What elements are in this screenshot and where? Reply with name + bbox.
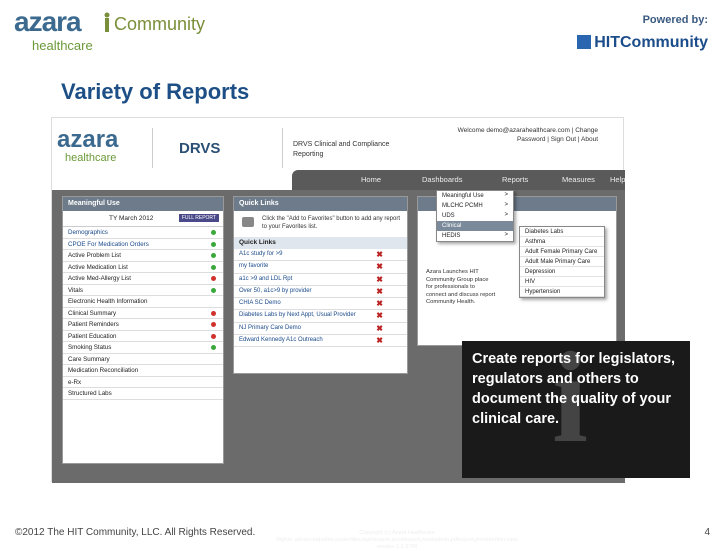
reports-dropdown: [436, 190, 514, 242]
remove-icon[interactable]: ✖: [376, 262, 383, 272]
measure-label: Smoking Status: [68, 344, 112, 351]
chevron-right-icon: >: [504, 202, 508, 208]
nav-dashboards[interactable]: Dashboards: [422, 175, 463, 184]
remove-icon[interactable]: ✖: [376, 336, 383, 346]
nav-home[interactable]: Home: [361, 175, 382, 184]
page-number: 4: [704, 527, 710, 538]
app-logo-subtitle: healthcare: [65, 152, 117, 164]
status-dot-icon: [211, 253, 216, 258]
chevron-right-icon: >: [504, 212, 508, 218]
clinical-menu-item[interactable]: Adult Female Primary Care: [520, 247, 604, 257]
menu-item-label: MLCHC PCMH: [442, 202, 483, 209]
measure-label: Active Problem List: [68, 252, 121, 259]
product-name: DRVS: [179, 140, 221, 157]
slide-footer: ©2012 The HIT Community, LLC. All Rights Reserved.: [15, 527, 256, 538]
copyright-version: version 1.1.3786: [376, 544, 418, 550]
meaningful-use-panel: [62, 196, 224, 464]
measure-label: Medication Reconciliation: [68, 367, 139, 374]
meaningful-use-row[interactable]: [63, 227, 223, 239]
meaningful-use-row[interactable]: [63, 308, 223, 320]
meaningful-use-row[interactable]: [63, 354, 223, 366]
meaningful-use-row[interactable]: [63, 296, 223, 308]
clinical-menu-item[interactable]: Depression: [520, 267, 604, 277]
divider: [152, 128, 153, 168]
copyright-line: Copyright (c) Azara Healthcare: [359, 530, 435, 536]
main-nav: [292, 170, 625, 190]
status-dot-icon: [211, 334, 216, 339]
remove-icon[interactable]: ✖: [376, 311, 383, 321]
app-logo: [57, 128, 118, 164]
nav-reports[interactable]: Reports: [502, 175, 529, 184]
status-dot-icon: [211, 322, 216, 327]
slide-title: Variety of Reports: [61, 79, 250, 104]
reporting-month: TY March 2012: [109, 215, 154, 222]
quick-link-row[interactable]: [234, 286, 407, 298]
quick-link-label[interactable]: my favorite: [239, 263, 269, 270]
reports-menu-item[interactable]: [437, 191, 513, 201]
meaningful-use-row[interactable]: [63, 388, 223, 400]
status-dot-icon: [211, 288, 216, 293]
status-dot-icon: [211, 265, 216, 270]
welcome-text[interactable]: Welcome demo@azarahealthcare.com | Change: [457, 127, 598, 134]
quick-link-label[interactable]: Over 50, a1c>9 by provider: [239, 287, 312, 294]
remove-icon[interactable]: ✖: [376, 323, 383, 333]
remove-icon[interactable]: ✖: [376, 274, 383, 284]
remove-icon[interactable]: ✖: [376, 250, 383, 259]
logo-brand: azara: [14, 6, 81, 37]
meaningful-use-row[interactable]: [63, 285, 223, 297]
status-dot-icon: [211, 276, 216, 281]
measure-label: CPOE For Medication Orders: [68, 240, 149, 248]
measure-label: e-Rx: [68, 378, 82, 386]
reports-menu-item[interactable]: [437, 201, 513, 211]
clinical-submenu: [519, 226, 605, 298]
meaningful-use-row[interactable]: [63, 273, 223, 285]
measure-label: Demographics: [68, 229, 108, 236]
meaningful-use-row[interactable]: [63, 365, 223, 377]
divider: [282, 128, 283, 168]
quick-links-subheader: Quick Links: [234, 237, 407, 249]
measure-label: Electronic Health Information: [68, 298, 148, 305]
callout-text: Create reports for legislators, regulators and others to document the quality of your clinical care.: [472, 351, 676, 427]
measure-label: Vitals: [68, 286, 84, 294]
quick-link-row[interactable]: [234, 310, 407, 322]
menu-item-label: UDS: [442, 212, 455, 219]
reports-menu-item[interactable]: [437, 221, 513, 231]
meaningful-use-header: [63, 211, 223, 227]
quick-link-row[interactable]: [234, 335, 407, 347]
powered-by: [577, 14, 708, 52]
nav-help[interactable]: Help: [610, 175, 626, 184]
measure-label: Clinical Summary: [68, 309, 117, 317]
meaningful-use-row[interactable]: [63, 377, 223, 389]
azara-community-logo: [14, 6, 206, 53]
hit-community-text: HITCommunity: [594, 34, 708, 51]
person-icon: [102, 12, 112, 34]
hit-logo-icon: [577, 35, 591, 49]
meaningful-use-row[interactable]: [63, 319, 223, 331]
measure-label: Patient Reminders: [68, 321, 119, 328]
clinical-menu-item[interactable]: Diabetes Labs: [520, 227, 604, 237]
clinical-menu-item[interactable]: Adult Male Primary Care: [520, 257, 604, 267]
quick-link-row[interactable]: [234, 274, 407, 286]
reports-menu-item[interactable]: [437, 211, 513, 221]
meaningful-use-row[interactable]: [63, 342, 223, 354]
measure-label: Patient Education: [68, 332, 117, 340]
quick-link-label[interactable]: NJ Primary Care Demo: [239, 324, 302, 331]
product-subtitle: DRVS Clinical and Compliance Reporting: [293, 141, 390, 158]
status-dot-icon: [211, 345, 216, 350]
quick-link-label[interactable]: A1c study for >9: [239, 251, 283, 257]
quick-link-row[interactable]: [234, 261, 407, 273]
nav-measures[interactable]: Measures: [562, 175, 595, 184]
full-report-button[interactable]: FULL REPORT: [179, 214, 219, 222]
status-dot-icon: [211, 230, 216, 235]
menu-item-label: Clinical: [442, 222, 462, 229]
meaningful-use-title: Meaningful Use: [63, 197, 223, 211]
info-icon: i: [552, 326, 589, 470]
quick-link-row[interactable]: [234, 249, 407, 261]
quick-links-title: Quick Links: [234, 197, 407, 211]
news-text: Azara Launches HIT Community Group place for professionals to connect and discuss report Community Health.: [426, 269, 496, 305]
measure-label: Structured Labs: [68, 390, 112, 397]
copyright: [252, 530, 542, 551]
quick-link-row[interactable]: [234, 323, 407, 335]
reports-menu-item[interactable]: [437, 231, 513, 241]
quick-link-label[interactable]: CHIA SC Demo: [239, 300, 281, 307]
remove-icon[interactable]: ✖: [376, 286, 383, 296]
status-dot-icon: [211, 311, 216, 316]
chevron-right-icon: >: [504, 232, 508, 238]
quick-links-panel: [233, 196, 408, 374]
quick-link-label[interactable]: Diabetes Labs by Next Appt, Usual Provider: [239, 312, 356, 319]
chevron-right-icon: >: [504, 192, 508, 198]
copyright-rights: Rights: advancedpatlist,centerfilter,dashboards,excelexport,newsadmin,pdfexport,providerfilter,view: [276, 537, 518, 543]
favorites-icon: [242, 217, 254, 227]
clinical-menu-item[interactable]: Asthma: [520, 237, 604, 247]
meaningful-use-row[interactable]: [63, 250, 223, 262]
clinical-menu-item[interactable]: HIV: [520, 277, 604, 287]
remove-icon[interactable]: ✖: [376, 299, 383, 309]
menu-item-label: Meaningful Use: [442, 192, 484, 199]
callout-box: [462, 326, 690, 478]
quick-link-label[interactable]: a1c >9 and LDL Rpt: [239, 275, 293, 282]
meaningful-use-row[interactable]: [63, 239, 223, 251]
account-links[interactable]: Password | Sign Out | About: [516, 136, 598, 143]
status-dot-icon: [211, 242, 216, 247]
meaningful-use-row[interactable]: [63, 262, 223, 274]
account-area: [458, 126, 598, 144]
measure-label: Active Medication List: [68, 263, 128, 271]
quick-links-intro: [234, 211, 407, 237]
hit-community-logo: [577, 34, 708, 52]
measure-label: Care Summary: [68, 355, 110, 363]
quick-link-row[interactable]: [234, 298, 407, 310]
quick-link-label[interactable]: Edward Kennedy A1c Outreach: [239, 337, 323, 344]
measure-label: Active Med-Allergy List: [68, 275, 131, 282]
clinical-menu-item[interactable]: Hypertension: [520, 287, 604, 297]
logo-community: Community: [114, 14, 206, 34]
powered-by-label: Powered by:: [642, 14, 708, 26]
logo-subtitle: healthcare: [32, 38, 93, 53]
app-logo-brand: azara: [57, 126, 119, 153]
quick-links-intro-text: Click the "Add to Favorites" button to add any report to your Favorites list.: [262, 216, 400, 230]
menu-item-label: HEDIS: [442, 232, 461, 239]
meaningful-use-row[interactable]: [63, 331, 223, 343]
